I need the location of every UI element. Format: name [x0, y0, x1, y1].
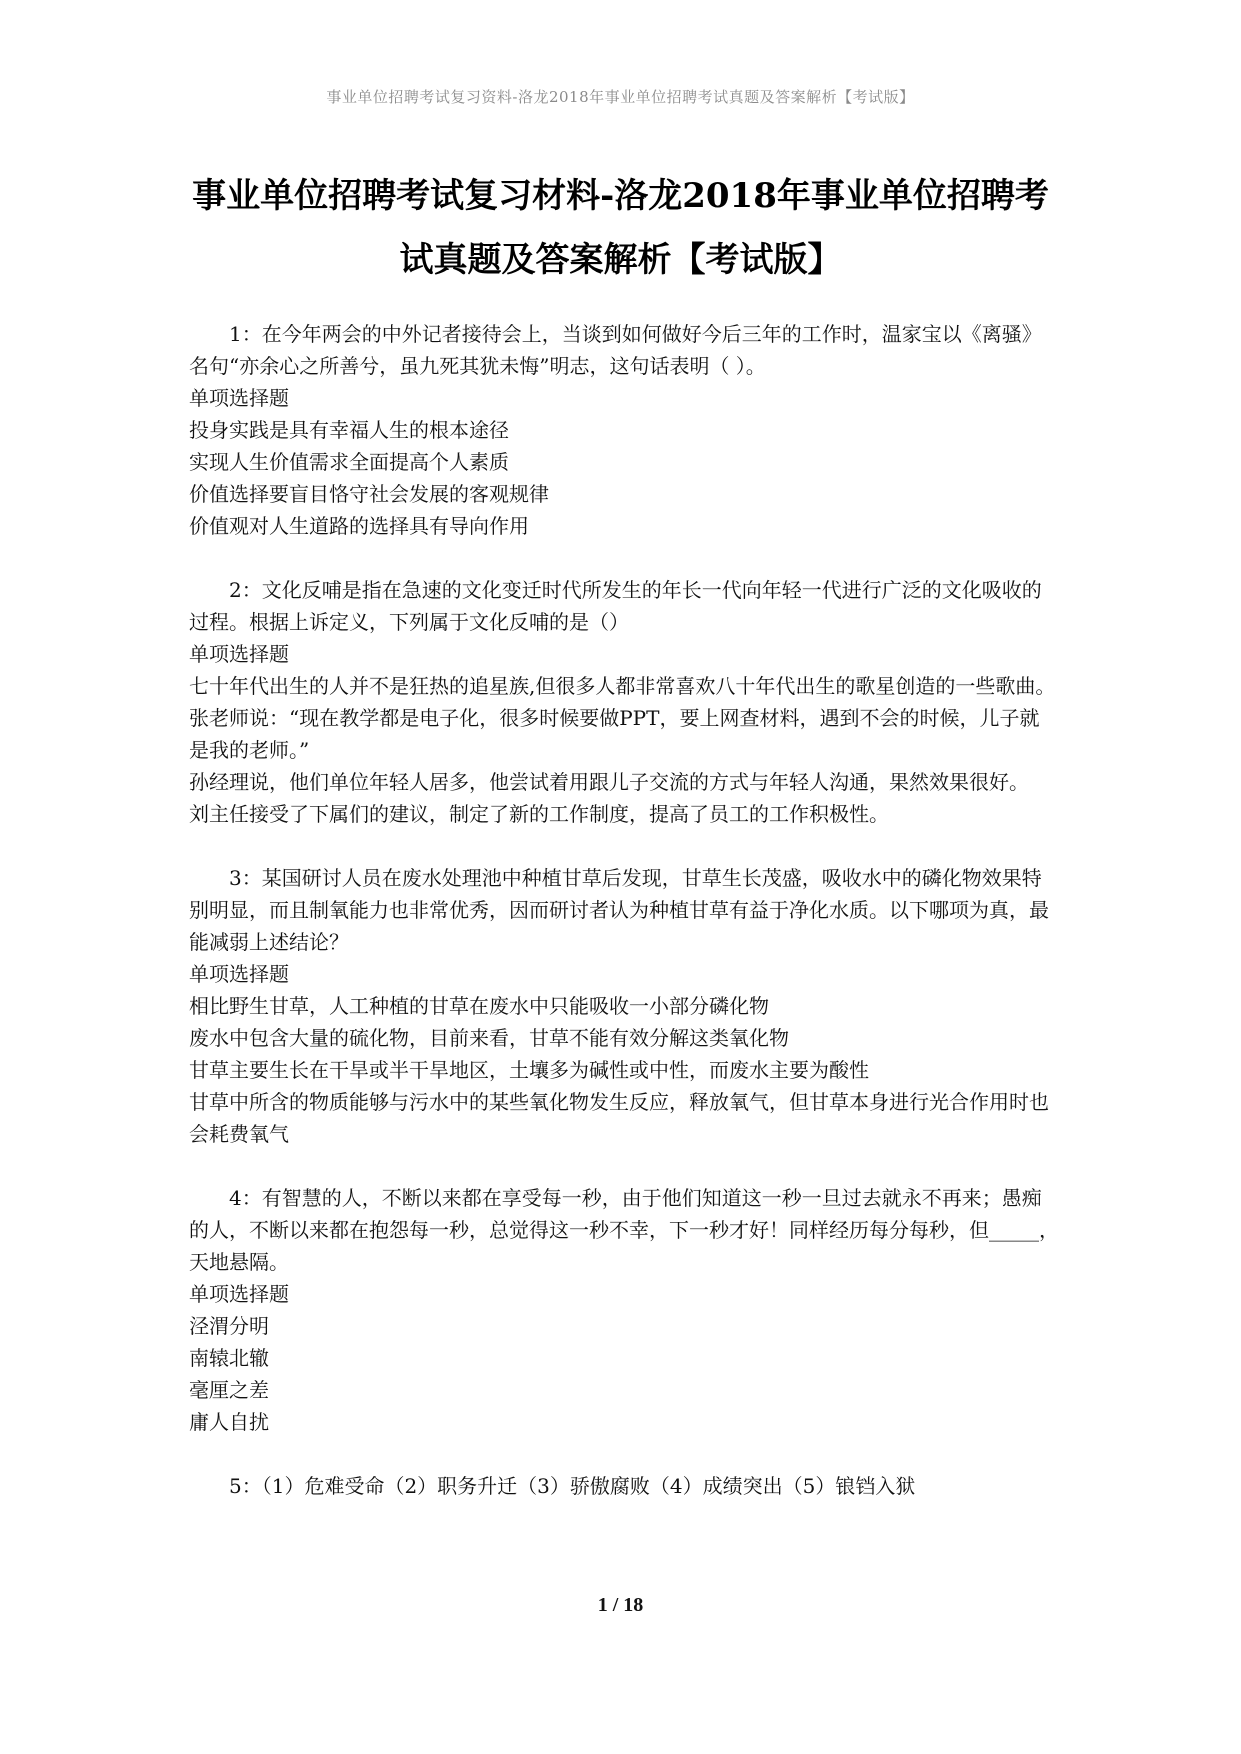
question-option: 投身实践是具有幸福人生的根本途径 — [189, 418, 509, 442]
question-2 — [189, 574, 1059, 830]
question-option: 泾渭分明 — [189, 1314, 269, 1338]
question-option: 甘草中所含的物质能够与污水中的某些氧化物发生反应，释放氧气，但甘草本身进行光合作用时也会耗费氧气 — [189, 1090, 1049, 1146]
question-stem: 1：在今年两会的中外记者接待会上，当谈到如何做好今后三年的工作时，温家宝以《离骚》名句“亦余心之所善兮，虽九死其犹未悔”明志，这句话表明（ ）。 — [189, 322, 1042, 378]
question-type: 单项选择题 — [189, 386, 289, 410]
question-option: 七十年代出生的人并不是狂热的追星族,但很多人都非常喜欢八十年代出生的歌星创造的一些歌曲。 — [189, 674, 1056, 698]
question-option: 张老师说：“现在教学都是电子化，很多时候要做PPT，要上网查材料，遇到不会的时候，儿子就是我的老师。” — [189, 706, 1040, 762]
question-option: 孙经理说，他们单位年轻人居多，他尝试着用跟儿子交流的方式与年轻人沟通，果然效果很好。 — [189, 770, 1029, 794]
running-header: 事业单位招聘考试复习资料-洛龙2018年事业单位招聘考试真题及答案解析【考试版】 — [326, 88, 915, 106]
question-stem: 2：文化反哺是指在急速的文化变迁时代所发生的年长一代向年轻一代进行广泛的文化吸收的过程。根据上诉定义，下列属于文化反哺的是（） — [189, 578, 1042, 634]
question-option: 实现人生价值需求全面提高个人素质 — [189, 450, 509, 474]
question-option: 相比野生甘草，人工种植的甘草在废水中只能吸收一小部分磷化物 — [189, 994, 769, 1018]
question-option: 庸人自扰 — [189, 1410, 269, 1434]
question-5 — [189, 1470, 1059, 1502]
question-option: 毫厘之差 — [189, 1378, 269, 1402]
question-stem: 3：某国研讨人员在废水处理池中种植甘草后发现，甘草生长茂盛，吸收水中的磷化物效果特别明显，而且制氧能力也非常优秀，因而研讨者认为种植甘草有益于净化水质。以下哪项为真，最能减弱上述结论？ — [189, 866, 1049, 954]
question-stem: 4：有智慧的人，不断以来都在享受每一秒，由于他们知道这一秒一旦过去就永不再来；愚痴的人，不断以来都在抱怨每一秒，总觉得这一秒不幸，下一秒才好！同样经历每分每秒，但_____，天地悬隔。 — [189, 1186, 1059, 1274]
question-option: 价值选择要盲目恪守社会发展的客观规律 — [189, 482, 549, 506]
question-3 — [189, 862, 1059, 1150]
question-option: 刘主任接受了下属们的建议，制定了新的工作制度，提高了员工的工作积极性。 — [189, 802, 889, 826]
question-type: 单项选择题 — [189, 642, 289, 666]
question-type: 单项选择题 — [189, 962, 289, 986]
question-4 — [189, 1182, 1059, 1438]
document-title-line-2: 试真题及答案解析【考试版】 — [399, 240, 842, 280]
question-type: 单项选择题 — [189, 1282, 289, 1306]
question-1 — [189, 318, 1059, 542]
question-option: 价值观对人生道路的选择具有导向作用 — [189, 514, 529, 538]
document-title-line-1: 事业单位招聘考试复习材料-洛龙2018年事业单位招聘考 — [192, 176, 1049, 216]
question-list — [189, 318, 1059, 1534]
page-number: 1 / 18 — [597, 1594, 644, 1616]
question-option: 甘草主要生长在干旱或半干旱地区，土壤多为碱性或中性，而废水主要为酸性 — [189, 1058, 869, 1082]
question-option: 南辕北辙 — [189, 1346, 269, 1370]
question-option: 废水中包含大量的硫化物，目前来看，甘草不能有效分解这类氧化物 — [189, 1026, 789, 1050]
question-stem: 5：（1）危难受命（2）职务升迁（3）骄傲腐败（4）成绩突出（5）锒铛入狱 — [229, 1474, 916, 1498]
